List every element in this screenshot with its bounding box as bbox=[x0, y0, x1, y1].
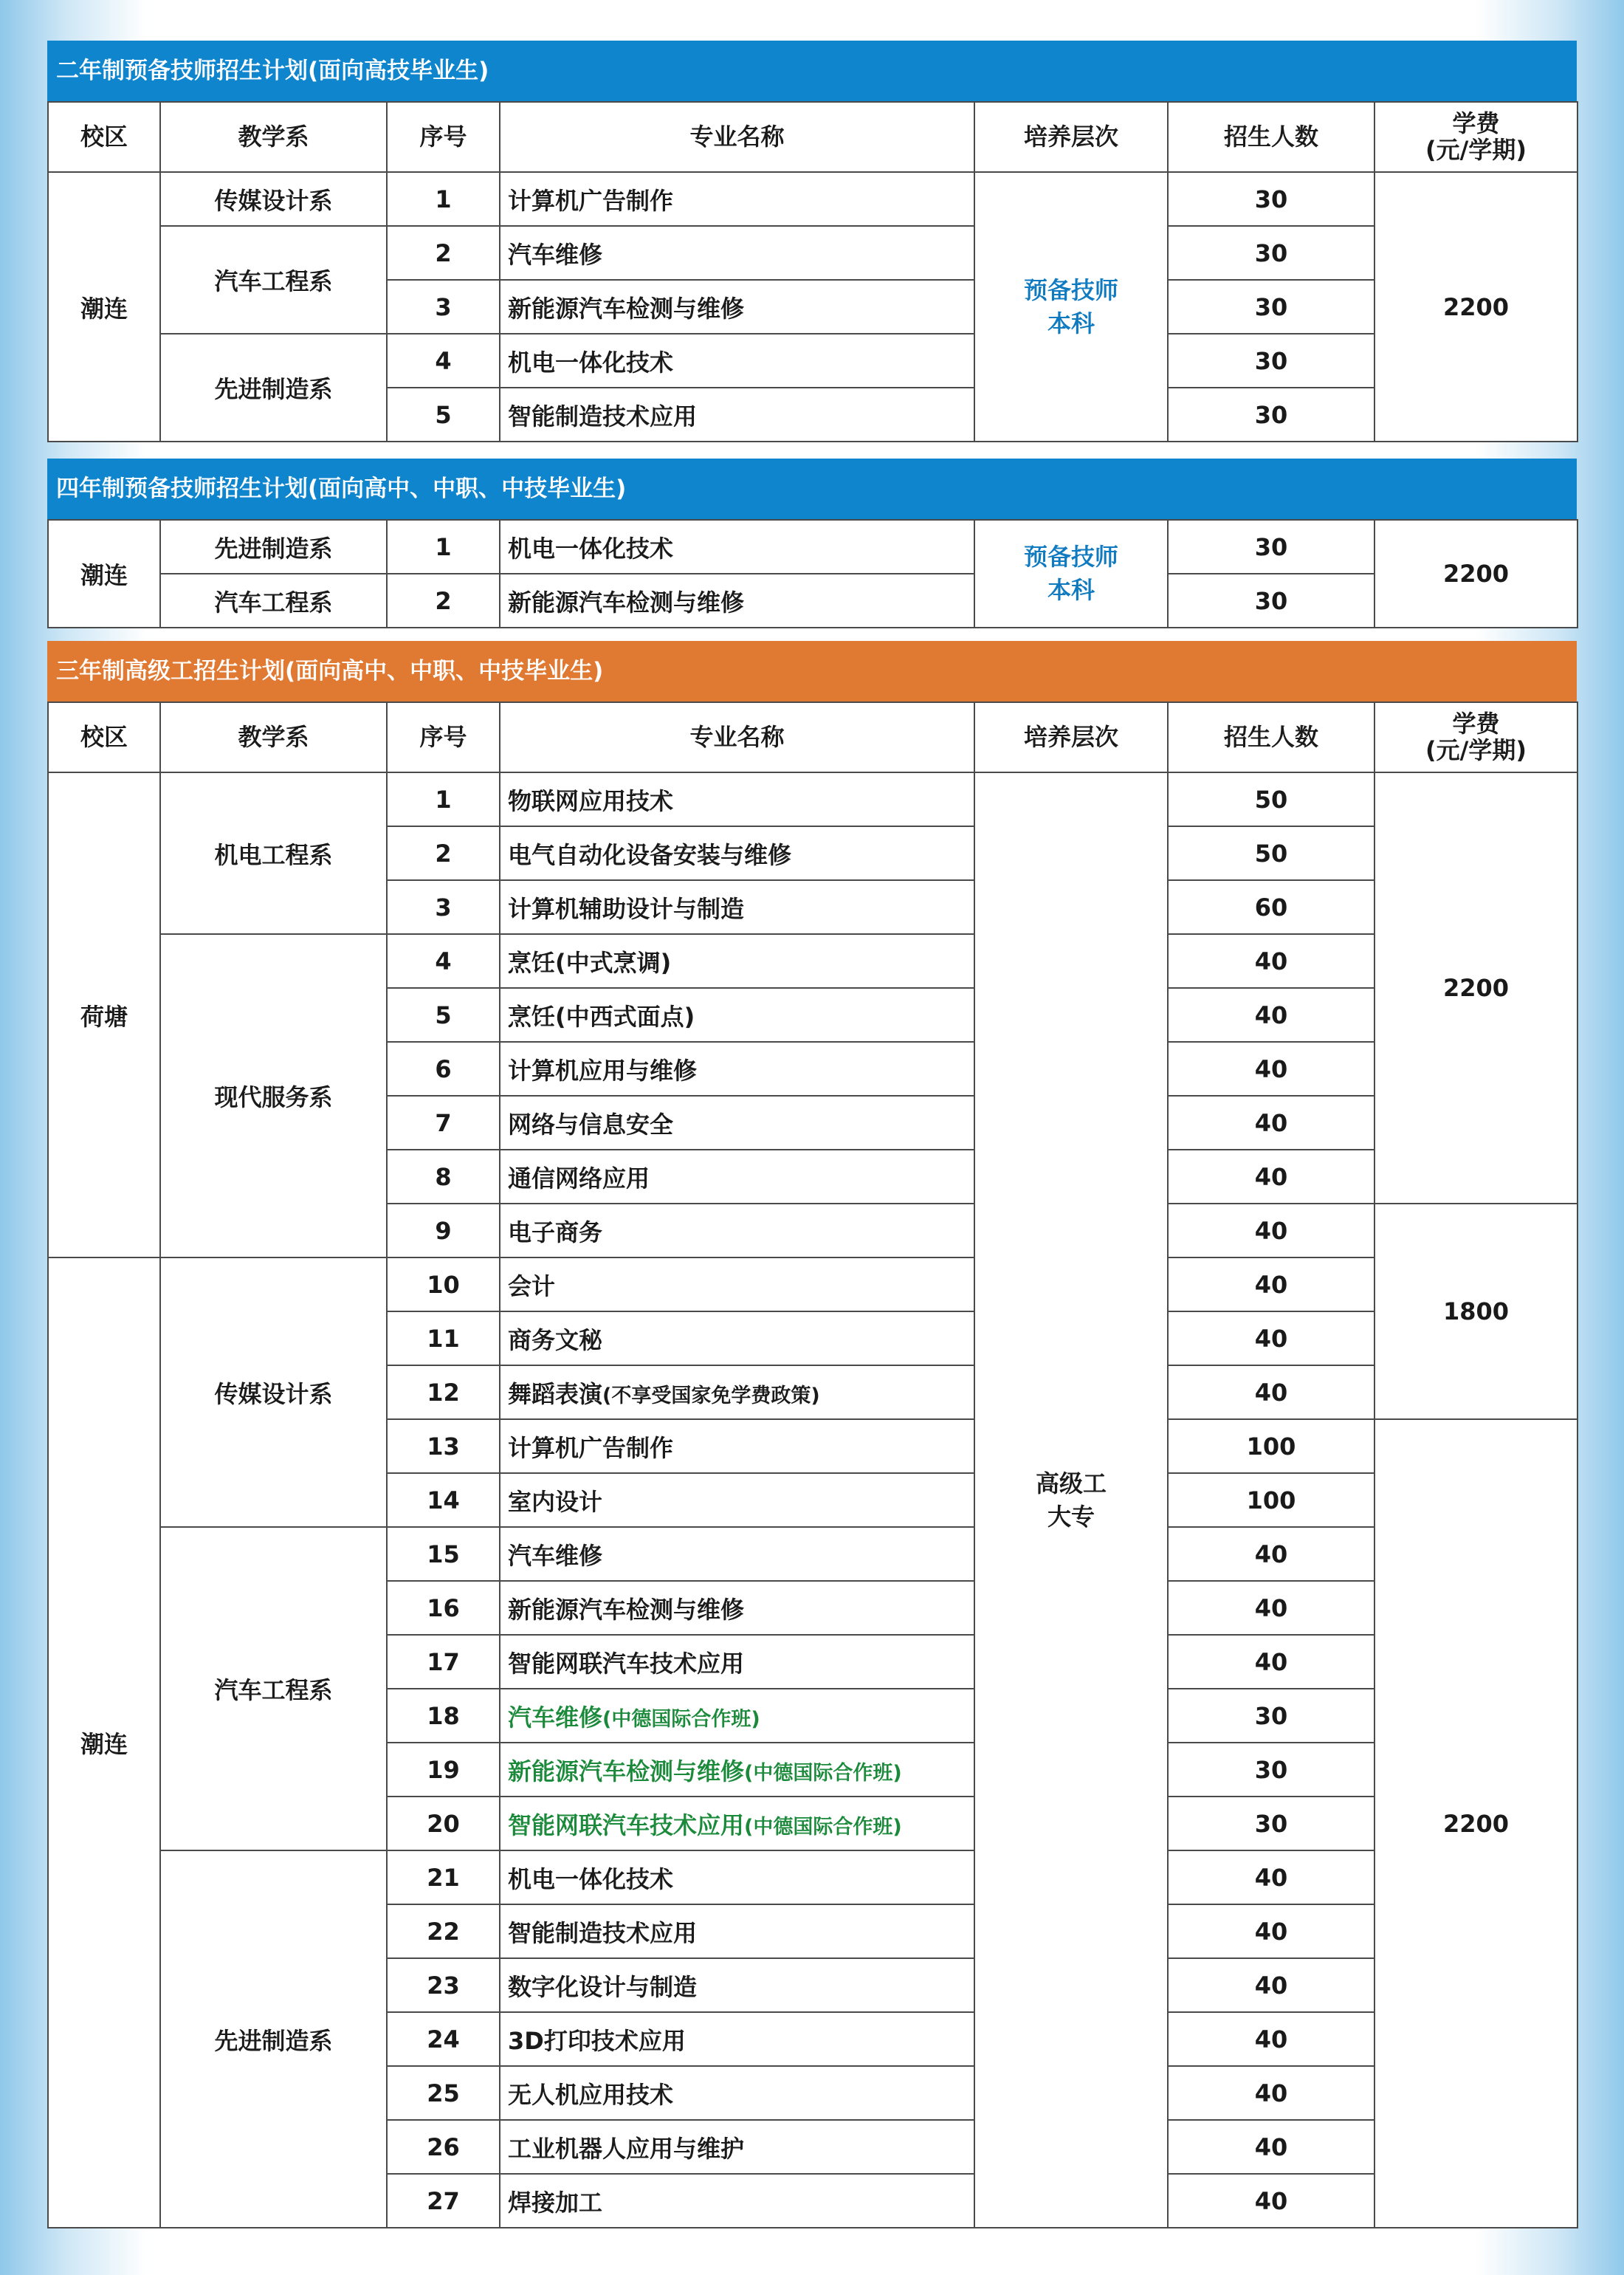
fee-cell: 1800 bbox=[1374, 1204, 1577, 1419]
level-cell: 预备技师 本科 bbox=[974, 172, 1168, 442]
header-row bbox=[48, 702, 1577, 772]
major-cell: 机电一体化技术 bbox=[500, 1850, 974, 1904]
number-cell: 7 bbox=[387, 1096, 500, 1150]
campus-cell: 潮连 bbox=[48, 520, 160, 628]
count-cell: 30 bbox=[1168, 388, 1374, 442]
major-cell: 舞蹈表演(不享受国家免学费政策) bbox=[500, 1365, 974, 1419]
header-department: 教学系 bbox=[160, 702, 387, 772]
major-cell: 网络与信息安全 bbox=[500, 1096, 974, 1150]
table-row bbox=[48, 226, 1577, 280]
count-cell: 50 bbox=[1168, 826, 1374, 880]
major-cell: 智能制造技术应用 bbox=[500, 1904, 974, 1958]
number-cell: 6 bbox=[387, 1042, 500, 1096]
count-cell: 30 bbox=[1168, 1689, 1374, 1743]
header-major: 专业名称 bbox=[500, 102, 974, 172]
number-cell: 3 bbox=[387, 880, 500, 934]
number-cell: 2 bbox=[387, 226, 500, 280]
major-note: (不享受国家免学费政策) bbox=[602, 1384, 820, 1407]
count-cell: 40 bbox=[1168, 1365, 1374, 1419]
major-cell: 机电一体化技术 bbox=[500, 520, 974, 574]
count-cell: 40 bbox=[1168, 2120, 1374, 2174]
major-note: (中德国际合作班) bbox=[744, 1761, 902, 1785]
number-cell: 4 bbox=[387, 334, 500, 388]
major-cell: 汽车维修 bbox=[500, 226, 974, 280]
department-cell: 汽车工程系 bbox=[160, 1527, 387, 1850]
number-cell: 18 bbox=[387, 1689, 500, 1743]
section-title: 二年制预备技师招生计划(面向高技毕业生) bbox=[47, 41, 1577, 101]
number-cell: 10 bbox=[387, 1257, 500, 1311]
count-cell: 40 bbox=[1168, 1204, 1374, 1257]
major-cell: 新能源汽车检测与维修 bbox=[500, 1581, 974, 1635]
count-cell: 40 bbox=[1168, 2012, 1374, 2066]
campus-cell: 潮连 bbox=[48, 172, 160, 442]
count-cell: 30 bbox=[1168, 1743, 1374, 1797]
number-cell: 9 bbox=[387, 1204, 500, 1257]
table-row bbox=[48, 1257, 1577, 1311]
plan-table bbox=[47, 701, 1578, 2228]
count-cell: 40 bbox=[1168, 1527, 1374, 1581]
number-cell: 23 bbox=[387, 1958, 500, 2012]
header-department: 教学系 bbox=[160, 102, 387, 172]
header-campus: 校区 bbox=[48, 702, 160, 772]
header-fee: 学费 (元/学期) bbox=[1374, 102, 1577, 172]
plan-table bbox=[47, 101, 1578, 442]
number-cell: 15 bbox=[387, 1527, 500, 1581]
number-cell: 26 bbox=[387, 2120, 500, 2174]
count-cell: 40 bbox=[1168, 1257, 1374, 1311]
major-cell: 汽车维修 bbox=[500, 1527, 974, 1581]
department-cell: 机电工程系 bbox=[160, 772, 387, 934]
number-cell: 22 bbox=[387, 1904, 500, 1958]
count-cell: 40 bbox=[1168, 988, 1374, 1042]
header-number: 序号 bbox=[387, 102, 500, 172]
number-cell: 14 bbox=[387, 1473, 500, 1527]
number-cell: 11 bbox=[387, 1311, 500, 1365]
major-cell: 电气自动化设备安装与维修 bbox=[500, 826, 974, 880]
section-title: 四年制预备技师招生计划(面向高中、中职、中技毕业生) bbox=[47, 459, 1577, 519]
number-cell: 3 bbox=[387, 280, 500, 334]
fee-cell: 2200 bbox=[1374, 172, 1577, 442]
table-row bbox=[48, 1850, 1577, 1904]
count-cell: 40 bbox=[1168, 1096, 1374, 1150]
count-cell: 40 bbox=[1168, 1581, 1374, 1635]
major-cell: 机电一体化技术 bbox=[500, 334, 974, 388]
major-note: (中德国际合作班) bbox=[602, 1707, 760, 1731]
count-cell: 40 bbox=[1168, 934, 1374, 988]
major-cell: 通信网络应用 bbox=[500, 1150, 974, 1204]
table-row bbox=[48, 172, 1577, 226]
count-cell: 40 bbox=[1168, 1850, 1374, 1904]
count-cell: 30 bbox=[1168, 334, 1374, 388]
count-cell: 40 bbox=[1168, 1958, 1374, 2012]
major-cell: 新能源汽车检测与维修 bbox=[500, 280, 974, 334]
major-cell: 智能网联汽车技术应用(中德国际合作班) bbox=[500, 1797, 974, 1850]
major-cell: 计算机应用与维修 bbox=[500, 1042, 974, 1096]
major-cell: 计算机广告制作 bbox=[500, 172, 974, 226]
number-cell: 17 bbox=[387, 1635, 500, 1689]
department-cell: 先进制造系 bbox=[160, 1850, 387, 2228]
count-cell: 40 bbox=[1168, 1042, 1374, 1096]
table-row bbox=[48, 772, 1577, 826]
table-row bbox=[48, 934, 1577, 988]
major-cell: 数字化设计与制造 bbox=[500, 1958, 974, 2012]
header-count: 招生人数 bbox=[1168, 102, 1374, 172]
table-row bbox=[48, 1527, 1577, 1581]
department-cell: 传媒设计系 bbox=[160, 172, 387, 226]
count-cell: 30 bbox=[1168, 574, 1374, 628]
major-cell: 3D打印技术应用 bbox=[500, 2012, 974, 2066]
section-title: 三年制高级工招生计划(面向高中、中职、中技毕业生) bbox=[47, 641, 1577, 701]
header-major: 专业名称 bbox=[500, 702, 974, 772]
major-cell: 计算机广告制作 bbox=[500, 1419, 974, 1473]
number-cell: 5 bbox=[387, 988, 500, 1042]
fee-cell: 2200 bbox=[1374, 772, 1577, 1204]
count-cell: 40 bbox=[1168, 1311, 1374, 1365]
department-cell: 先进制造系 bbox=[160, 334, 387, 442]
major-cell: 智能制造技术应用 bbox=[500, 388, 974, 442]
count-cell: 50 bbox=[1168, 772, 1374, 826]
number-cell: 8 bbox=[387, 1150, 500, 1204]
number-cell: 1 bbox=[387, 172, 500, 226]
table-row bbox=[48, 334, 1577, 388]
number-cell: 5 bbox=[387, 388, 500, 442]
number-cell: 12 bbox=[387, 1365, 500, 1419]
major-cell: 新能源汽车检测与维修 bbox=[500, 574, 974, 628]
header-count: 招生人数 bbox=[1168, 702, 1374, 772]
count-cell: 30 bbox=[1168, 280, 1374, 334]
number-cell: 24 bbox=[387, 2012, 500, 2066]
campus-cell: 荷塘 bbox=[48, 772, 160, 1257]
fee-cell: 2200 bbox=[1374, 520, 1577, 628]
campus-cell: 潮连 bbox=[48, 1257, 160, 2228]
number-cell: 1 bbox=[387, 772, 500, 826]
major-cell: 工业机器人应用与维护 bbox=[500, 2120, 974, 2174]
number-cell: 27 bbox=[387, 2174, 500, 2228]
table-row bbox=[48, 520, 1577, 574]
count-cell: 40 bbox=[1168, 1904, 1374, 1958]
department-cell: 现代服务系 bbox=[160, 934, 387, 1257]
number-cell: 4 bbox=[387, 934, 500, 988]
count-cell: 100 bbox=[1168, 1473, 1374, 1527]
major-cell: 无人机应用技术 bbox=[500, 2066, 974, 2120]
count-cell: 100 bbox=[1168, 1419, 1374, 1473]
major-cell: 物联网应用技术 bbox=[500, 772, 974, 826]
table-row bbox=[48, 574, 1577, 628]
number-cell: 2 bbox=[387, 574, 500, 628]
department-cell: 汽车工程系 bbox=[160, 574, 387, 628]
major-cell: 汽车维修(中德国际合作班) bbox=[500, 1689, 974, 1743]
major-cell: 焊接加工 bbox=[500, 2174, 974, 2228]
count-cell: 40 bbox=[1168, 1635, 1374, 1689]
fee-cell: 2200 bbox=[1374, 1419, 1577, 2228]
department-cell: 先进制造系 bbox=[160, 520, 387, 574]
count-cell: 30 bbox=[1168, 1797, 1374, 1850]
header-campus: 校区 bbox=[48, 102, 160, 172]
section-three-year bbox=[47, 641, 1577, 2228]
section-two-year bbox=[47, 41, 1577, 442]
major-cell: 室内设计 bbox=[500, 1473, 974, 1527]
header-level: 培养层次 bbox=[974, 702, 1168, 772]
major-cell: 新能源汽车检测与维修(中德国际合作班) bbox=[500, 1743, 974, 1797]
header-number: 序号 bbox=[387, 702, 500, 772]
plan-table bbox=[47, 519, 1578, 628]
number-cell: 25 bbox=[387, 2066, 500, 2120]
count-cell: 30 bbox=[1168, 172, 1374, 226]
major-note: (中德国际合作班) bbox=[744, 1815, 902, 1839]
major-cell: 会计 bbox=[500, 1257, 974, 1311]
number-cell: 2 bbox=[387, 826, 500, 880]
major-cell: 计算机辅助设计与制造 bbox=[500, 880, 974, 934]
section-four-year bbox=[47, 459, 1577, 628]
number-cell: 1 bbox=[387, 520, 500, 574]
header-fee: 学费 (元/学期) bbox=[1374, 702, 1577, 772]
number-cell: 19 bbox=[387, 1743, 500, 1797]
header-level: 培养层次 bbox=[974, 102, 1168, 172]
count-cell: 60 bbox=[1168, 880, 1374, 934]
level-cell: 预备技师 本科 bbox=[974, 520, 1168, 628]
header-row bbox=[48, 102, 1577, 172]
major-cell: 智能网联汽车技术应用 bbox=[500, 1635, 974, 1689]
count-cell: 40 bbox=[1168, 2174, 1374, 2228]
count-cell: 40 bbox=[1168, 2066, 1374, 2120]
number-cell: 16 bbox=[387, 1581, 500, 1635]
department-cell: 传媒设计系 bbox=[160, 1257, 387, 1527]
count-cell: 30 bbox=[1168, 226, 1374, 280]
major-cell: 烹饪(中式烹调) bbox=[500, 934, 974, 988]
number-cell: 13 bbox=[387, 1419, 500, 1473]
major-cell: 烹饪(中西式面点) bbox=[500, 988, 974, 1042]
major-cell: 商务文秘 bbox=[500, 1311, 974, 1365]
count-cell: 30 bbox=[1168, 520, 1374, 574]
major-cell: 电子商务 bbox=[500, 1204, 974, 1257]
department-cell: 汽车工程系 bbox=[160, 226, 387, 334]
number-cell: 21 bbox=[387, 1850, 500, 1904]
number-cell: 20 bbox=[387, 1797, 500, 1850]
count-cell: 40 bbox=[1168, 1150, 1374, 1204]
level-cell: 高级工 大专 bbox=[974, 772, 1168, 2228]
